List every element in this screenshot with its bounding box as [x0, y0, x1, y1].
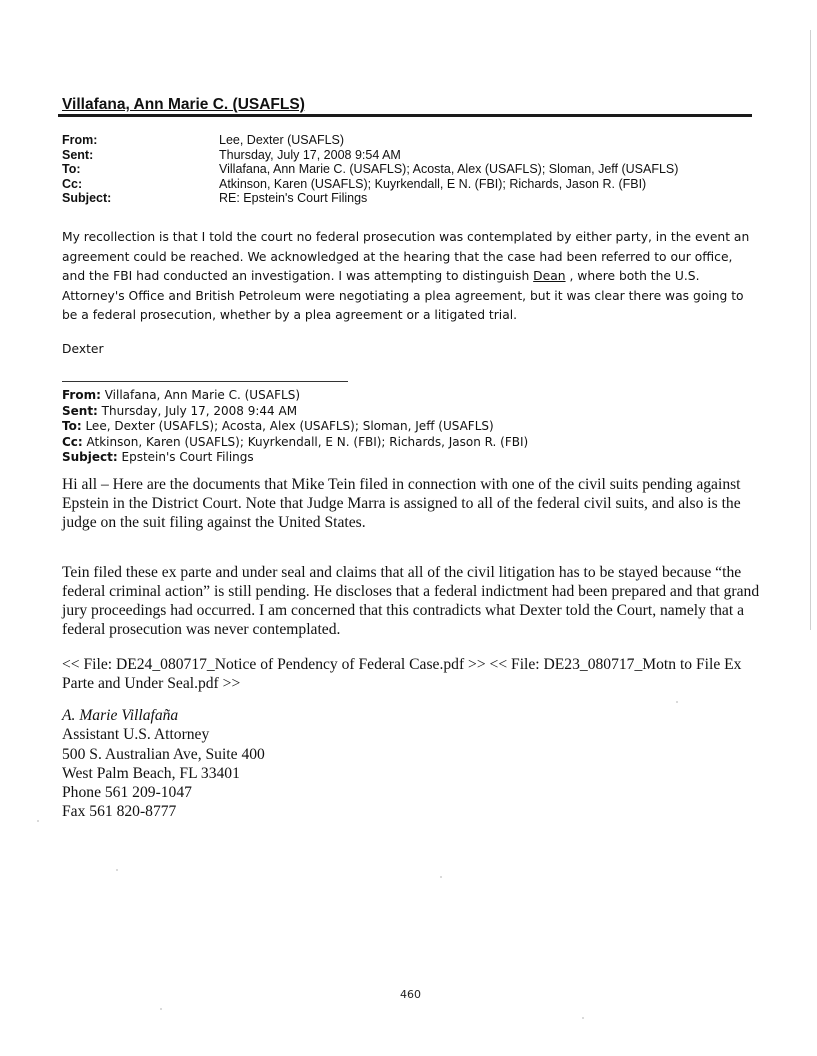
header-label: From:: [62, 133, 98, 147]
signature-phone: Phone 561 209-1047: [62, 784, 192, 802]
header-label: Subject:: [62, 191, 112, 205]
scan-speck: [37, 820, 39, 822]
scan-speck: [582, 1017, 584, 1019]
forwarded-paragraph-2: Tein filed these ex parte and under seal and claims that all of the civil litigation has to be stayed because “the federal criminal action” is still pending. He discloses that a federal indictment had been prepared and that grand jury proceedings had occurred. I am concerned that this contradicts what Dexter told the Court, namely that a federal prosecution was never contemplated.: [62, 564, 760, 638]
fwd-label: From:: [62, 388, 101, 402]
header-value: RE: Epstein's Court Filings: [219, 191, 368, 205]
signature-address-line-1: 500 S. Australian Ave, Suite 400: [62, 745, 265, 763]
header-value: Atkinson, Karen (USAFLS); Kuyrkendall, E N. (FBI); Richards, Jason R. (FBI): [219, 176, 647, 191]
reply-body-start: My recollection is that I told the court no federal prosecution was contemplated by either party, in the event an agreement could be reached. We acknowledged at the hearing that the case had been referred to our office, and the FBI had conducted an investigation. I was attempting to distinguish: [62, 230, 750, 283]
case-name-link: Dean: [533, 269, 566, 283]
header-cc-row: [62, 177, 678, 192]
header-from-row: [62, 133, 678, 148]
header-subject-row: [62, 191, 678, 206]
page-number: 460: [400, 988, 421, 1001]
fwd-to-row: [62, 419, 528, 435]
signature-fax: Fax 561 820-8777: [62, 803, 177, 821]
header-label: To:: [62, 162, 81, 176]
owner-name: Villafana, Ann Marie C.: [62, 96, 233, 113]
scan-speck: [440, 876, 442, 878]
forwarded-paragraph-1: Hi all – Here are the documents that Mike Tein filed in connection with one of the civil suits pending against Epstein in the District Court. Note that Judge Marra is assigned to all of the federal civil suits, and also is the judge on the suit filing against the United States.: [62, 476, 741, 531]
signature-name: A. Marie Villafaña: [62, 707, 179, 724]
signature-title: Assistant U.S. Attorney: [62, 726, 210, 744]
forwarded-header: [62, 388, 528, 466]
owner-org: (USAFLS): [232, 96, 305, 113]
header-to-row: [62, 162, 678, 177]
scan-speck: [116, 869, 118, 871]
attachment-list: << File: DE24_080717_Notice of Pendency of Federal Case.pdf >> << File: DE23_080717_Motn to File Ex Parte and Under Seal.pdf >>: [62, 656, 742, 692]
header-value: Thursday, July 17, 2008 9:54 AM: [219, 147, 401, 162]
fwd-value: Atkinson, Karen (USAFLS); Kuyrkendall, E N. (FBI); Richards, Jason R. (FBI): [82, 434, 529, 449]
fwd-value: Epstein's Court Filings: [117, 450, 254, 465]
owner-divider: [58, 114, 752, 117]
reply-body: [62, 228, 752, 326]
fwd-from-row: [62, 388, 528, 404]
scan-edge-line: [810, 30, 811, 630]
scan-speck: [160, 1008, 162, 1010]
header-value: Lee, Dexter (USAFLS): [219, 133, 345, 147]
fwd-value: Villafana, Ann Marie C. (USAFLS): [100, 388, 301, 402]
fwd-label: Sent:: [62, 403, 98, 418]
fwd-label: Cc:: [62, 434, 83, 449]
reply-signoff: Dexter: [62, 342, 104, 356]
fwd-value: Thursday, July 17, 2008 9:44 AM: [97, 403, 298, 418]
signature-block: [62, 706, 265, 822]
forwarded-divider: [62, 381, 348, 382]
header-label: Sent:: [62, 147, 94, 162]
scan-speck: [676, 701, 678, 703]
fwd-label: Subject:: [62, 450, 118, 465]
fwd-subject-row: [62, 450, 528, 466]
header-value: Villafana, Ann Marie C. (USAFLS); Acosta, Alex (USAFLS); Sloman, Jeff (USAFLS): [219, 162, 679, 176]
fwd-cc-row: [62, 435, 528, 451]
fwd-value: Lee, Dexter (USAFLS); Acosta, Alex (USAFLS); Sloman, Jeff (USAFLS): [81, 419, 494, 434]
mailbox-owner-title: [62, 96, 305, 114]
header-label: Cc:: [62, 176, 83, 191]
signature-address-line-2: West Palm Beach, FL 33401: [62, 764, 240, 782]
reply-body-end: , where both the U.S. Attorney's Office and British Petroleum were negotiating a plea agreement, but it was clear there was going to be a federal prosecution, whether by a plea agreement or a litigated trial.: [62, 269, 744, 322]
header-sent-row: [62, 148, 678, 163]
fwd-label: To:: [62, 419, 82, 434]
fwd-sent-row: [62, 404, 528, 420]
email-header: [62, 133, 678, 206]
